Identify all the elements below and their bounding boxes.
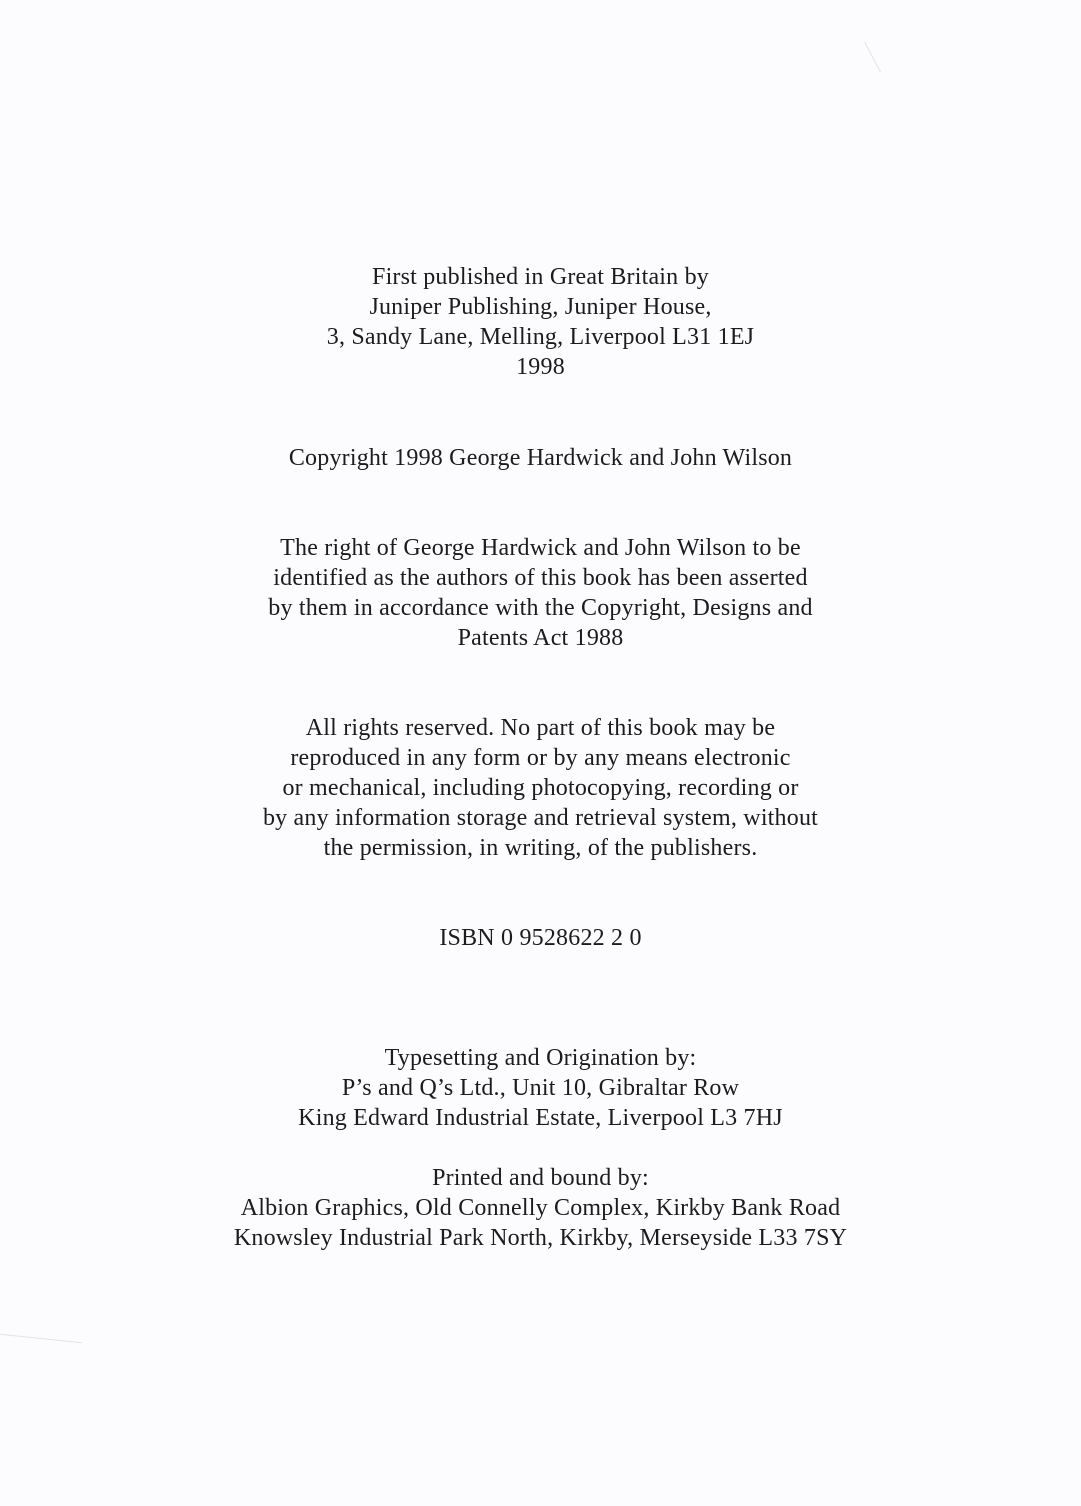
rights-reserved-line: reproduced in any form or by any means electronic [290, 745, 791, 771]
scan-mark-left-edge [0, 1334, 82, 1344]
printing-line: Albion Graphics, Old Connelly Complex, Kirkby Bank Road [240, 1195, 841, 1221]
moral-rights-line: identified as the authors of this book has been asserted [273, 565, 808, 591]
publication-line: Juniper Publishing, Juniper House, [369, 294, 712, 320]
moral-rights-line: The right of George Hardwick and John Wilson to be [280, 535, 801, 561]
rights-reserved-line: or mechanical, including photocopying, recording or [282, 775, 799, 801]
isbn-line: ISBN 0 9528622 2 0 [439, 925, 642, 951]
rights-reserved-line: the permission, in writing, of the publishers. [323, 835, 758, 861]
isbn-block [0, 923, 1081, 953]
typesetting-line: Typesetting and Origination by: [384, 1045, 697, 1071]
rights-reserved-block [0, 713, 1081, 863]
typesetting-block [0, 1043, 1081, 1133]
printing-line: Printed and bound by: [432, 1165, 649, 1191]
publication-year: 1998 [516, 354, 565, 380]
moral-rights-line: by them in accordance with the Copyright, Designs and [268, 595, 813, 621]
publication-block [0, 262, 1081, 382]
typesetting-line: King Edward Industrial Estate, Liverpool L3 7HJ [298, 1105, 783, 1131]
typesetting-line: P’s and Q’s Ltd., Unit 10, Gibraltar Row [341, 1075, 740, 1101]
printing-block [0, 1163, 1081, 1253]
publication-line: 3, Sandy Lane, Melling, Liverpool L31 1EJ [326, 324, 755, 350]
copyright-block [0, 443, 1081, 473]
rights-reserved-line: by any information storage and retrieval system, without [262, 805, 819, 831]
moral-rights-line: Patents Act 1988 [457, 625, 624, 651]
copyright-line: Copyright 1998 George Hardwick and John Wilson [288, 445, 793, 471]
publication-line: First published in Great Britain by [372, 264, 709, 290]
rights-reserved-line: All rights reserved. No part of this book may be [305, 715, 776, 741]
printing-line: Knowsley Industrial Park North, Kirkby, Merseyside L33 7SY [233, 1225, 848, 1251]
scan-mark-top-right [864, 42, 881, 72]
moral-rights-block [0, 533, 1081, 653]
